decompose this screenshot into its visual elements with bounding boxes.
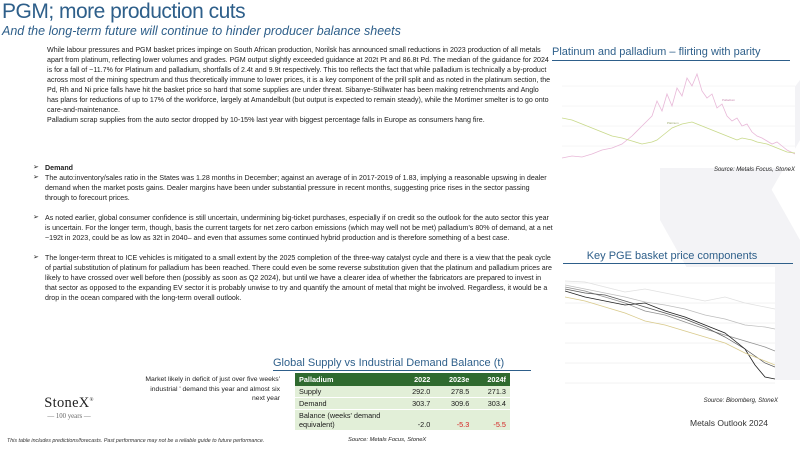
intro-paragraph: While labour pressures and PGM basket prices impinge on South African production, Norilsk has announced small reductions in 2023 production of all metals apart from platinum, reflecting lower volumes and grades. PGM output slightly exceeded guidance at 202t Pt and 86.8t Pd. The median of the guidance for 2024 is for a fall of ~11.7% for Platinum and palladium, shortfalls of 2.4t and 9.9t respectively. This too reflects the fact that while palladium is technically a by-product across most of the mining spectrum and thus theoretically immune to lower prices, it is a key component of the prill split and as noted in the platinum section, the Pd, Rh and Ni price falls have hit the basket price so hard that some supplies are under threat. Sibanye-Stillwater has been making retrenchments and Anglo has plans for reductions of up to 17% of the workforce, largely at Amandelbult (but output is expected to remain steady), while the Mortimer smelter is to go onto care-and-maintenance.	[47, 46, 551, 114]
demand-section	[33, 163, 553, 303]
table-header-cell: 2024f	[473, 373, 510, 386]
demand-bullet-text: The longer-term threat to ICE vehicles is mitigated to a small extent by the 2025 completion of the three-way catalyst cycle and there is a view that the peak cycle of partial substitution of platinum for palladium has been reached. There could even be some reverse substitution given that the platinum and palladium prices are likely to have crossed over well before then (possibly as soon as Q2 2024), but until we have a clearer idea of whether the fabricators are prepared to invest in that sector as opposed to the expanding EV sector it is probably unwise to try and quantify the amount of metal that might be involved. Regardless, it would be a drop in the ocean compared with the long-term overall outlook.	[45, 254, 552, 302]
table-row	[295, 386, 510, 398]
table-header-cell: 2022	[398, 373, 434, 386]
logo-registered-mark: ®	[89, 398, 94, 404]
table-cell: 278.5	[434, 386, 473, 398]
table-row-label: Demand	[295, 398, 398, 410]
balance-table	[295, 373, 510, 431]
arrow-bullet-icon: ➢	[33, 164, 39, 171]
table-cell: 303.7	[398, 398, 434, 410]
demand-bullet	[33, 253, 553, 303]
page-subtitle: And the long-term future will continue to hinder producer balance sheets	[2, 24, 401, 38]
table-cell-negative: -5.5	[473, 410, 510, 431]
table-cell: 303.4	[473, 398, 510, 410]
table-cell: 292.0	[398, 386, 434, 398]
logo-wordmark	[34, 395, 104, 412]
intro-text-block	[47, 45, 552, 125]
demand-bullet	[33, 213, 553, 243]
demand-heading-row	[33, 163, 553, 173]
platinum-palladium-chart	[562, 66, 795, 168]
page-title: PGM; more production cuts	[2, 0, 246, 23]
chart2-plot-area	[565, 267, 775, 395]
balance-table-title: Global Supply vs Industrial Demand Balance (t)	[273, 357, 505, 369]
metals-outlook-label: Metals Outlook 2024	[690, 418, 768, 428]
table-row-label: Supply	[295, 386, 398, 398]
stonex-logo	[34, 395, 104, 420]
chart2-title-rule	[563, 263, 793, 264]
demand-bullet	[33, 173, 553, 203]
chart1-palladium-label: Palladium	[722, 98, 736, 102]
chart1-title: Platinum and palladium – flirting with parity	[552, 46, 761, 58]
disclaimer: This table includes predictions/forecasts. Past performance may not be a reliable guide to future performance.	[7, 438, 265, 444]
table-cell: 309.6	[434, 398, 473, 410]
table-header-cell: Palladium	[295, 373, 398, 386]
arrow-bullet-icon: ➢	[33, 254, 39, 261]
table-header-row	[295, 373, 510, 386]
table-row	[295, 398, 510, 410]
arrow-bullet-icon: ➢	[33, 214, 39, 221]
chart2-title: Key PGE basket price components	[586, 250, 758, 262]
chart1-source: Source: Metals Focus, StoneX	[713, 167, 795, 173]
table-source: Source: Metals Focus, StoneX	[348, 437, 427, 443]
demand-bullet-text: The auto:inventory/sales ratio in the States was 1.28 months in December; against an average of in 2017-2019 of 1.83, implying a reasonable upswing in dealer demand when the market posts gains. Dealer margins have been under substantial pressure in recent months, suggesting price rises in the sector passing through to forecourt prices.	[45, 174, 547, 202]
table-row	[295, 410, 510, 431]
logo-name: StoneX	[44, 395, 90, 411]
table-cell: 271.3	[473, 386, 510, 398]
table-row-label: Balance (weeks' demand equivalent)	[295, 410, 398, 431]
logo-tagline: — 100 years —	[47, 413, 91, 420]
scrap-paragraph: Palladium scrap supplies from the auto sector dropped by 10-15% last year with biggest percentage falls in Europe as consumers hang fire.	[47, 116, 485, 124]
chart1-platinum-label: Platinum	[667, 121, 679, 125]
chart1-title-rule	[552, 60, 790, 61]
pge-basket-chart	[565, 267, 775, 395]
logo-tagline-text: 100 years	[55, 413, 83, 420]
demand-heading: Demand	[45, 164, 73, 172]
table-cell: -2.0	[398, 410, 434, 431]
chart1-plot-area	[562, 66, 795, 168]
table-cell-negative: -5.3	[434, 410, 473, 431]
chart2-source: Source: Bloomberg, StoneX	[703, 398, 778, 404]
balance-table-title-rule	[273, 370, 531, 371]
arrow-bullet-icon: ➢	[33, 174, 39, 181]
demand-bullet-text: As noted earlier, global consumer confidence is still uncertain, undermining big-ticket purchases, especially if on credit so the outlook for the auto sector this year is uncertain. For the longer term, though, basis the current targets for net zero carbon emissions (which may well not be met) palladium's 80% of demand, at a net ~192t in 2023, could be as low as 32t in 2040– and even that assumes some continued hybrid production and is therefore something of a best case.	[45, 214, 553, 242]
deficit-note: Market likely in deficit of just over five weeks' industrial ' demand this year and almost six next year	[145, 376, 280, 402]
table-header-cell: 2023e	[434, 373, 473, 386]
